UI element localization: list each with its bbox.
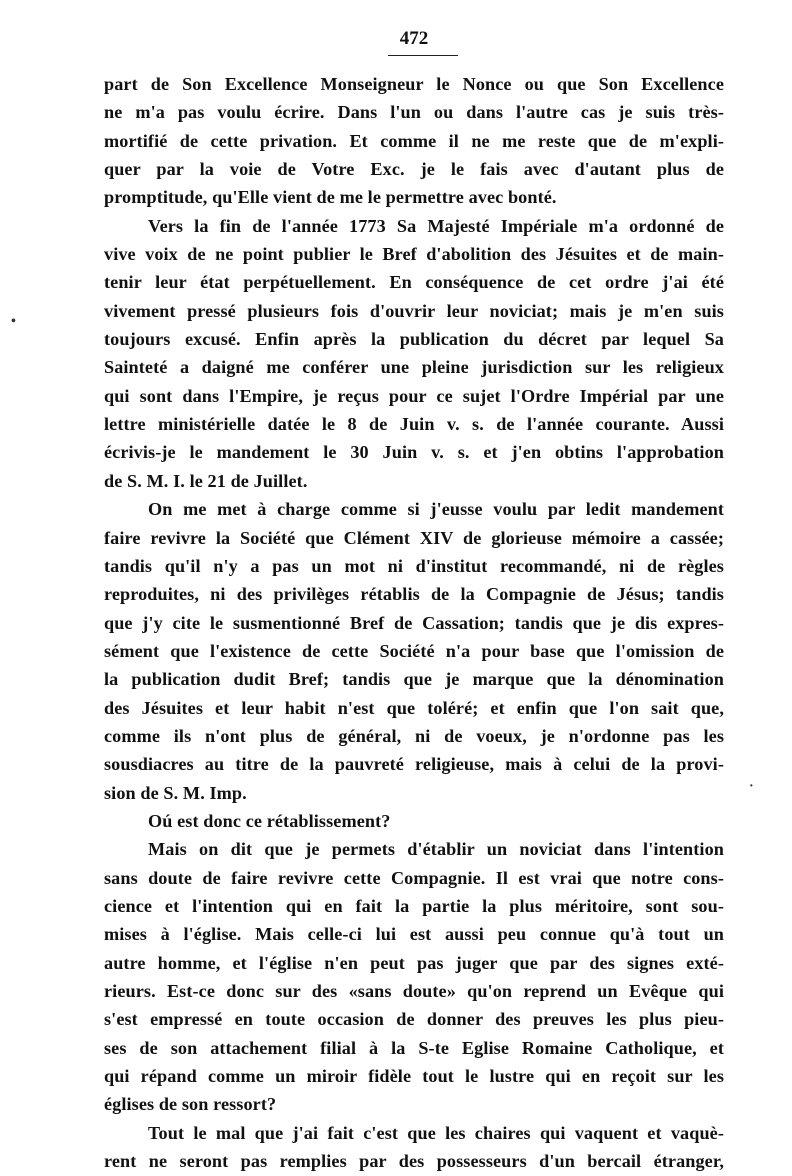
text-line: ses de son attachement filial à la S-te Eglise Romaine Catholique, et <box>104 1037 724 1058</box>
text-line: qui sont dans l'Empire, je reçus pour ce sujet l'Ordre Impérial par une <box>104 385 724 406</box>
text-line: s'est empressé en toute occasion de donner des preuves les plus pieu- <box>104 1009 724 1030</box>
text-line: mortifié de cette privation. Et comme il ne me reste que de m'expli- <box>104 130 724 151</box>
text-line: quer par la voie de Votre Exc. je le fais avec d'autant plus de <box>104 159 724 180</box>
text-line: Sainteté a daigné me conférer une pleine jurisdiction sur les religieux <box>104 357 724 378</box>
page-number-rule <box>388 55 458 56</box>
text-line: toujours excusé. Enfin après la publication du décret par lequel Sa <box>104 329 724 350</box>
text-line: de S. M. I. le 21 de Juillet. <box>104 470 308 491</box>
text-line: part de Son Excellence Monseigneur le Nonce ou que Son Excellence <box>104 74 724 94</box>
text-line: faire revivre la Société que Clément XIV de glorieuse mémoire a cassée; <box>104 527 724 548</box>
text-line: On me met à charge comme si j'eusse voulu par ledit mandement <box>148 499 724 520</box>
text-line: autre homme, et l'église n'en peut pas juger que par des signes exté- <box>104 952 724 973</box>
text-line: sousdiacres au titre de la pauvreté religieuse, mais à celui de la provi- <box>104 754 724 775</box>
body-text <box>104 70 724 1175</box>
text-line: rieurs. Est-ce donc sur des «sans doute» qu'on reprend un Evêque qui <box>104 981 724 1001</box>
text-line: tandis qu'il n'y a pas un mot ni d'institut recommandé, ni de règles <box>104 555 724 576</box>
text-line: tenir leur état perpétuellement. En conséquence de cet ordre j'ai été <box>104 272 724 293</box>
text-line: cience et l'intention qui en fait la partie la plus méritoire, sont sou- <box>104 895 724 916</box>
text-line: églises de son ressort? <box>104 1094 277 1115</box>
page-number: 472 <box>399 28 429 49</box>
text-line: sans doute de faire revivre cette Compagnie. Il est vrai que notre cons- <box>104 867 724 888</box>
text-line: ne m'a pas voulu écrire. Dans l'un ou dans l'autre cas je suis très- <box>104 102 724 123</box>
text-line: Tout le mal que j'ai fait c'est que les chaires qui vaquent et vaquè- <box>148 1122 724 1143</box>
text-line: qui répand comme un miroir fidèle tout le lustre qui en reçoit sur les <box>104 1066 724 1087</box>
text-line: que j'y cite le susmentionné Bref de Cassation; tandis que je dis expres- <box>104 612 724 633</box>
text-line: reproduites, ni des privilèges rétablis de la Compagnie de Jésus; tandis <box>104 584 724 605</box>
left-margin-mark: • <box>11 314 16 329</box>
text-line: la publication dudit Bref; tandis que je marque que la dénomination <box>104 669 724 690</box>
text-line: lettre ministérielle datée le 8 de Juin v. s. de l'année courante. Aussi <box>104 414 724 435</box>
text-line: vive voix de ne point publier le Bref d'abolition des Jésuites et de main- <box>104 244 724 265</box>
text-line: des Jésuites et leur habit n'est que toléré; et enfin que l'on sait que, <box>104 697 724 718</box>
text-line: comme ils n'ont plus de général, ni de voeux, je n'ordonne pas les <box>104 725 724 746</box>
text-line: Mais on dit que je permets d'établir un noviciat dans l'intention <box>148 839 724 860</box>
text-line: Vers la fin de l'année 1773 Sa Majesté Impériale m'a ordonné de <box>148 215 724 236</box>
text-line: sément que l'existence de cette Société n'a pour base que l'omission de <box>104 640 724 661</box>
text-line: écrivis-je le mandement le 30 Juin v. s. et j'en obtins l'approbation <box>104 442 724 463</box>
text-line: rent ne seront pas remplies par des possesseurs d'un bercail étranger, <box>104 1151 724 1172</box>
text-line: sion de S. M. Imp. <box>104 782 247 803</box>
text-line: mises à l'église. Mais celle-ci lui est aussi peu connue qu'à tout un <box>104 924 724 945</box>
right-margin-mark: · <box>749 779 754 794</box>
text-line: vivement pressé plusieurs fois d'ouvrir leur noviciat; mais je m'en suis <box>104 300 724 321</box>
text-line: Oú est donc ce rétablissement? <box>148 810 391 831</box>
text-line: promptitude, qu'Elle vient de me le permettre avec bonté. <box>104 187 557 208</box>
